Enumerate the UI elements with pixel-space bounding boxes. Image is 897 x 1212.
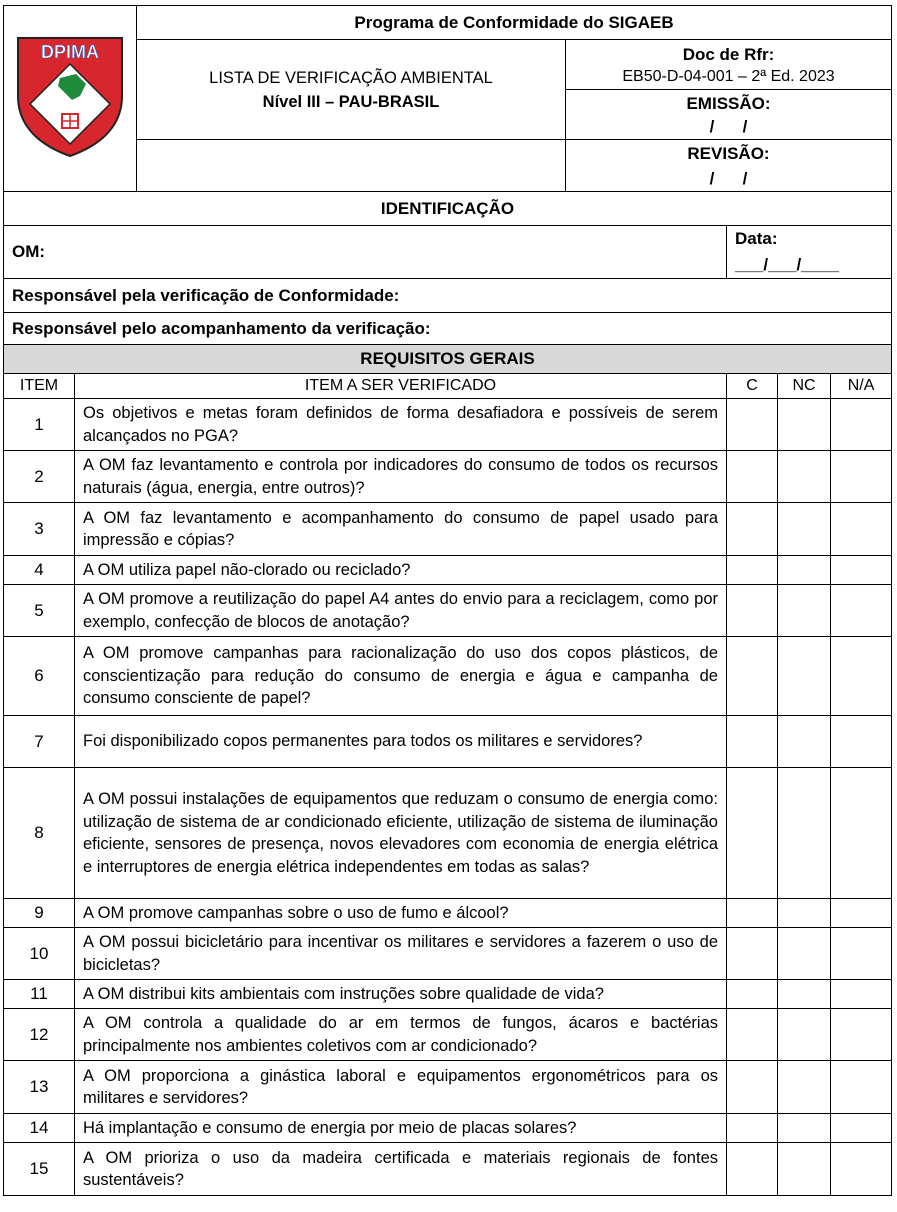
table-row <box>4 716 892 768</box>
col-header-item: ITEM <box>4 374 75 399</box>
checkbox-cell-c[interactable] <box>727 1114 778 1143</box>
checkbox-cell-c[interactable] <box>727 899 778 928</box>
checkbox-cell-na[interactable] <box>831 1009 892 1061</box>
checkbox-cell-nc[interactable] <box>778 980 831 1009</box>
col-header-na: N/A <box>831 374 892 399</box>
table-row <box>4 399 892 451</box>
program-title: Programa de Conformidade do SIGAEB <box>137 6 892 40</box>
checkbox-cell-c[interactable] <box>727 585 778 637</box>
requirements-body <box>4 399 892 1196</box>
table-row <box>4 928 892 980</box>
resp-verificacao-field[interactable]: Responsável pela verificação de Conformidade: <box>4 279 892 313</box>
emissao-label: EMISSÃO: <box>566 90 892 116</box>
item-description: Os objetivos e metas foram definidos de forma desafiadora e possíveis de serem alcançados no PGA? <box>75 399 727 451</box>
checkbox-cell-nc[interactable] <box>778 1009 831 1061</box>
item-number: 12 <box>4 1009 75 1061</box>
checkbox-cell-nc[interactable] <box>778 637 831 716</box>
item-number: 9 <box>4 899 75 928</box>
item-description: A OM distribui kits ambientais com instruções sobre qualidade de vida? <box>75 980 727 1009</box>
item-number: 5 <box>4 585 75 637</box>
table-row <box>4 503 892 556</box>
requisitos-gerais-title: REQUISITOS GERAIS <box>4 345 892 374</box>
checkbox-cell-nc[interactable] <box>778 1061 831 1114</box>
checkbox-cell-nc[interactable] <box>778 716 831 768</box>
checkbox-cell-na[interactable] <box>831 399 892 451</box>
header-table <box>3 5 892 192</box>
checkbox-cell-na[interactable] <box>831 1114 892 1143</box>
item-description: A OM controla a qualidade do ar em termos de fungos, ácaros e bactérias principalmente nos ambientes coletivos com ar condicionado? <box>75 1009 727 1061</box>
item-number: 7 <box>4 716 75 768</box>
checkbox-cell-nc[interactable] <box>778 1143 831 1196</box>
identificacao-title: IDENTIFICAÇÃO <box>4 192 892 226</box>
checkbox-cell-na[interactable] <box>831 556 892 585</box>
checkbox-cell-nc[interactable] <box>778 768 831 899</box>
checkbox-cell-na[interactable] <box>831 1143 892 1196</box>
item-number: 13 <box>4 1061 75 1114</box>
item-number: 2 <box>4 451 75 503</box>
item-description: A OM proporciona a ginástica laboral e equipamentos ergonométricos para os militares e servidores? <box>75 1061 727 1114</box>
om-label: OM: <box>12 242 46 261</box>
logo-cell <box>4 6 137 192</box>
resp-acompanhamento-field[interactable]: Responsável pelo acompanhamento da verificação: <box>4 313 892 345</box>
table-row <box>4 768 892 899</box>
col-header-nc: NC <box>778 374 831 399</box>
checkbox-cell-na[interactable] <box>831 928 892 980</box>
item-number: 14 <box>4 1114 75 1143</box>
checkbox-cell-c[interactable] <box>727 928 778 980</box>
item-number: 11 <box>4 980 75 1009</box>
emissao-value: / / <box>566 116 892 140</box>
item-description: A OM possui instalações de equipamentos que reduzam o consumo de energia como: utilização de sistema de ar condicionado eficiente, utilização de sistema de iluminação eficiente, sensores de presença, novos elevadores com economia de energia elétrica e interruptores de energia elétrica independentes em todas as salas? <box>75 768 727 899</box>
item-number: 4 <box>4 556 75 585</box>
table-row <box>4 899 892 928</box>
revisao-cell <box>566 140 892 192</box>
col-header-c: C <box>727 374 778 399</box>
checkbox-cell-c[interactable] <box>727 637 778 716</box>
checkbox-cell-na[interactable] <box>831 503 892 556</box>
revisao-label: REVISÃO: <box>687 143 770 163</box>
item-number: 6 <box>4 637 75 716</box>
table-row <box>4 1114 892 1143</box>
identification-table <box>3 191 892 345</box>
checkbox-cell-nc[interactable] <box>778 503 831 556</box>
doc-ref-value: EB50-D-04-001 – 2ª Ed. 2023 <box>566 66 892 90</box>
checkbox-cell-c[interactable] <box>727 503 778 556</box>
checkbox-cell-nc[interactable] <box>778 1114 831 1143</box>
checkbox-cell-nc[interactable] <box>778 585 831 637</box>
item-description: A OM utiliza papel não-clorado ou reciclado? <box>75 556 727 585</box>
checkbox-cell-c[interactable] <box>727 716 778 768</box>
table-row <box>4 1061 892 1114</box>
item-number: 10 <box>4 928 75 980</box>
table-row <box>4 556 892 585</box>
om-field[interactable] <box>4 226 727 279</box>
requirements-table <box>3 344 892 1196</box>
item-number: 3 <box>4 503 75 556</box>
document-title: LISTA DE VERIFICAÇÃO AMBIENTAL <box>209 68 493 87</box>
checkbox-cell-nc[interactable] <box>778 399 831 451</box>
checkbox-cell-c[interactable] <box>727 1143 778 1196</box>
checkbox-cell-na[interactable] <box>831 980 892 1009</box>
doc-ref-label: Doc de Rfr: <box>566 40 892 66</box>
checkbox-cell-nc[interactable] <box>778 556 831 585</box>
checkbox-cell-na[interactable] <box>831 1061 892 1114</box>
checklist-page <box>3 5 891 1196</box>
revisao-value: / / <box>709 168 748 188</box>
checkbox-cell-na[interactable] <box>831 716 892 768</box>
checkbox-cell-na[interactable] <box>831 899 892 928</box>
table-row <box>4 637 892 716</box>
checkbox-cell-c[interactable] <box>727 399 778 451</box>
item-description: A OM promove campanhas para racionalização do uso dos copos plásticos, de conscientização para redução do consumo de energia e água e campanha de consumo consciente de papel? <box>75 637 727 716</box>
item-description: A OM promove a reutilização do papel A4 antes do envio para a reciclagem, como por exemplo, confecção de blocos de anotação? <box>75 585 727 637</box>
checkbox-cell-na[interactable] <box>831 637 892 716</box>
item-number: 8 <box>4 768 75 899</box>
checkbox-cell-nc[interactable] <box>778 899 831 928</box>
item-description: A OM prioriza o uso da madeira certificada e materiais regionais de fontes sustentáveis? <box>75 1143 727 1196</box>
item-number: 1 <box>4 399 75 451</box>
checkbox-cell-na[interactable] <box>831 768 892 899</box>
item-description: A OM possui bicicletário para incentivar os militares e servidores a fazerem o uso de bicicletas? <box>75 928 727 980</box>
table-row <box>4 980 892 1009</box>
item-description: Há implantação e consumo de energia por meio de placas solares? <box>75 1114 727 1143</box>
item-description: Foi disponibilizado copos permanentes para todos os militares e servidores? <box>75 716 727 768</box>
item-number: 15 <box>4 1143 75 1196</box>
table-row <box>4 1143 892 1196</box>
checkbox-cell-nc[interactable] <box>778 451 831 503</box>
checkbox-cell-c[interactable] <box>727 980 778 1009</box>
date-value: ___/___/____ <box>735 255 839 274</box>
checkbox-cell-nc[interactable] <box>778 928 831 980</box>
table-row <box>4 585 892 637</box>
checkbox-cell-c[interactable] <box>727 1061 778 1114</box>
item-description: A OM promove campanhas sobre o uso de fumo e álcool? <box>75 899 727 928</box>
date-field[interactable] <box>727 226 892 279</box>
checkbox-cell-c[interactable] <box>727 556 778 585</box>
item-description: A OM faz levantamento e controla por indicadores do consumo de todos os recursos naturais (água, energia, entre outros)? <box>75 451 727 503</box>
document-title-cell <box>137 40 566 140</box>
checkbox-cell-na[interactable] <box>831 451 892 503</box>
document-subtitle: Nível III – PAU-BRASIL <box>262 92 440 111</box>
logo-text: DPIMA <box>41 42 99 62</box>
checkbox-cell-c[interactable] <box>727 1009 778 1061</box>
table-row <box>4 1009 892 1061</box>
checkbox-cell-na[interactable] <box>831 585 892 637</box>
col-header-description: ITEM A SER VERIFICADO <box>75 374 727 399</box>
table-row <box>4 451 892 503</box>
dpima-shield-logo <box>14 34 126 158</box>
checkbox-cell-c[interactable] <box>727 768 778 899</box>
item-description: A OM faz levantamento e acompanhamento do consumo de papel usado para impressão e cópias? <box>75 503 727 556</box>
checkbox-cell-c[interactable] <box>727 451 778 503</box>
date-label: Data: <box>735 229 778 248</box>
